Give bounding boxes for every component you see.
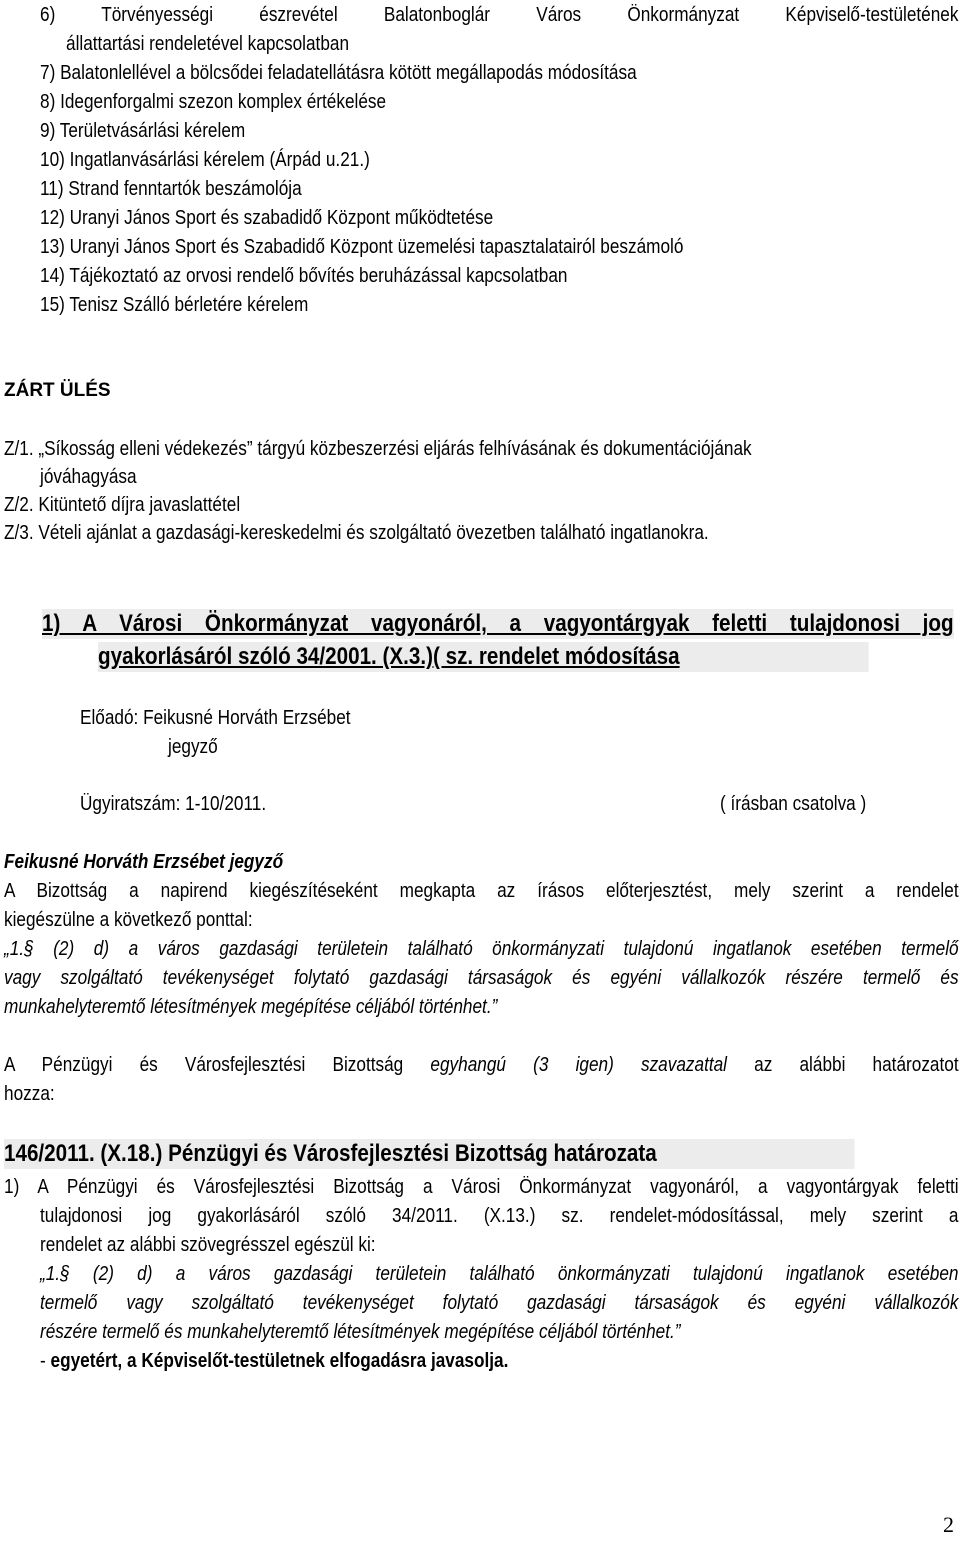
- resolution-final: [40, 1349, 508, 1373]
- closed-item-z3-label: Z/3.: [4, 522, 34, 544]
- quote-line2: vagy szolgáltató tevékenységet folytató gazdasági társaságok és egyéni vállalkozók részére termelő és: [4, 967, 959, 989]
- agenda-item-11: 11) Strand fenntartók beszámolója: [40, 178, 302, 200]
- section-title-line1: 1) A Városi Önkormányzat vagyonáról, a vagyontárgyak feletti tulajdonosi jog: [42, 610, 954, 637]
- resolution-quote-line1: „1.§ (2) d) a város gazdasági területein található önkormányzati tulajdonú ingatlanok esetében: [40, 1263, 959, 1285]
- quote-line1: „1.§ (2) d) a város gazdasági területein található önkormányzati tulajdonú ingatlanok esetében termelő: [4, 938, 959, 960]
- speech-paragraph-line2: kiegészülne a következő ponttal:: [4, 909, 253, 931]
- agenda-item-14: 14) Tájékoztató az orvosi rendelő bővítés beruházással kapcsolatban: [40, 265, 568, 287]
- closed-item-z2: [4, 493, 240, 517]
- agenda-item-8: 8) Idegenforgalmi szezon komplex értékelése: [40, 91, 387, 113]
- resolution-line1: 1) A Pénzügyi és Városfejlesztési Bizottság a Városi Önkormányzat vagyonáról, a vagyontárgyak feletti: [4, 1176, 959, 1198]
- closed-item-z2-label: Z/2.: [4, 494, 34, 516]
- closed-item-z1-text: „Síkosság elleni védekezés” tárgyú közbeszerzési eljárás felhívásának és dokumentációjának: [38, 438, 752, 460]
- agenda-item-7: 7) Balatonlellével a bölcsődei feladatellátásra kötött megállapodás módosítása: [40, 62, 637, 84]
- closed-item-z3: [4, 521, 709, 545]
- resolution-quote-line2: termelő vagy szolgáltató tevékenységet folytató gazdasági társaságok és egyéni vállalkozók: [40, 1292, 959, 1314]
- section-title-line2: gyakorlásáról szóló 34/2001. (X.3.)( sz. rendelet módosítása: [98, 642, 869, 672]
- resolution-title: 146/2011. (X.18.) Pénzügyi és Városfejlesztési Bizottság határozata: [4, 1139, 855, 1169]
- agenda-item-13: 13) Uranyi János Sport és Szabadidő Központ üzemelési tapasztalatairól beszámoló: [40, 236, 684, 258]
- presenter: Előadó: Feikusné Horváth Erzsébet: [80, 707, 351, 729]
- resolution-line3: rendelet az alábbi szövegrésszel egészül ki:: [40, 1234, 376, 1256]
- case-number: Ügyiratszám: 1-10/2011.: [80, 793, 267, 815]
- agenda-item-6: 6) Törvényességi észrevétel Balatonboglár Város Önkormányzat Képviselő-testületének: [40, 4, 959, 26]
- vote-result: egyhangú (3 igen) szavazattal: [430, 1054, 728, 1076]
- closed-item-z3-text: Vételi ajánlat a gazdasági-kereskedelmi és szolgáltató övezetben található ingatlanokra.: [38, 522, 709, 544]
- closed-item-z1-cont: jóváhagyása: [40, 466, 137, 488]
- closed-item-z2-text: Kitüntető díjra javaslattétel: [38, 494, 241, 516]
- vote-line2: hozza:: [4, 1083, 55, 1105]
- page-number: 2: [943, 1512, 954, 1537]
- resolution-quote-line3: részére termelő és munkahelyteremtő létesítmények megépítése céljából történhet.”: [40, 1321, 681, 1343]
- resolution-dash: -: [40, 1350, 51, 1372]
- speech-paragraph-line1: A Bizottság a napirend kiegészítéseként megkapta az írásos előterjesztést, mely szerint a rendelet: [4, 880, 959, 902]
- closed-session-heading: ZÁRT ÜLÉS: [4, 380, 111, 401]
- vote-decision: az alábbi határozatot: [754, 1054, 959, 1076]
- closed-item-z1: [4, 437, 752, 461]
- agenda-item-15: 15) Tenisz Szálló bérletére kérelem: [40, 294, 309, 316]
- vote-committee: A Pénzügyi és Városfejlesztési Bizottság: [4, 1054, 404, 1076]
- vote-line1: [4, 1053, 959, 1077]
- resolution-final-text: egyetért, a Képviselőt-testületnek elfogadásra javasolja.: [50, 1350, 509, 1372]
- agenda-item-6-cont: állattartási rendeletével kapcsolatban: [66, 33, 350, 55]
- closed-item-z1-label: Z/1.: [4, 438, 34, 460]
- agenda-item-9: 9) Területvásárlási kérelem: [40, 120, 246, 142]
- speaker-name: Feikusné Horváth Erzsébet jegyző: [4, 851, 284, 873]
- attached-note: ( írásban csatolva ): [720, 793, 867, 815]
- quote-line3: munkahelyteremtő létesítmények megépítése céljából történhet.”: [4, 996, 498, 1018]
- presenter-role: jegyző: [168, 736, 218, 758]
- agenda-item-10: 10) Ingatlanvásárlási kérelem (Árpád u.21.): [40, 149, 370, 171]
- agenda-item-12: 12) Uranyi János Sport és szabadidő Központ működtetése: [40, 207, 494, 229]
- resolution-line2: tulajdonosi jog gyakorlásáról szóló 34/2011. (X.13.) sz. rendelet-módosítással, mely szerint a: [40, 1205, 959, 1227]
